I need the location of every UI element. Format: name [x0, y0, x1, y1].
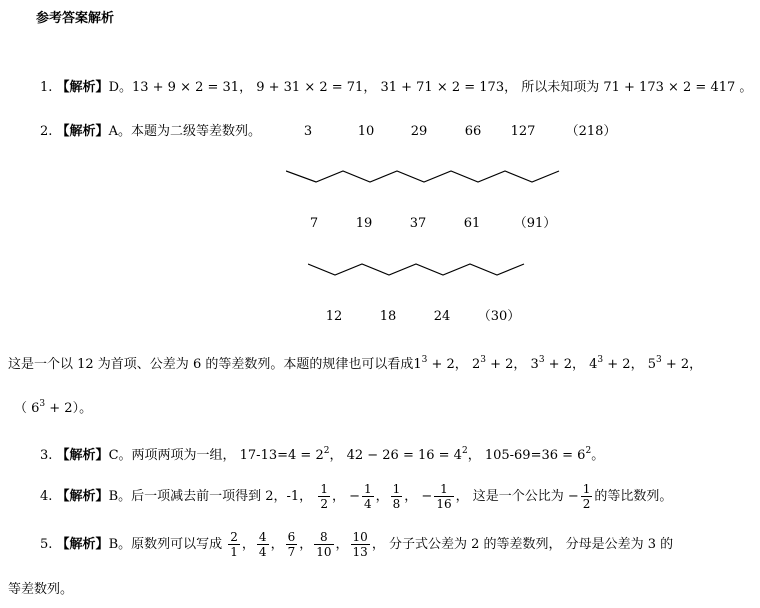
- seq3-term: 24: [433, 309, 451, 324]
- seq1-term: 29: [410, 124, 428, 139]
- item-3: 3. 【解析】C。两项两项为一组， $17-13=4 = 2^2$， $42 - 26 = 16 = 4^2$， $105-69=36 = 6^2$。: [40, 446, 605, 463]
- seq2-term: （91）: [513, 216, 557, 231]
- difference-zigzag-1: [286, 166, 566, 186]
- fraction: $\frac{6}{7}$: [287, 530, 296, 559]
- item-5-continuation: 等差数列。: [8, 582, 74, 597]
- seq2-term: 61: [463, 216, 481, 231]
- fraction: $\frac{1}{16}$: [436, 482, 452, 511]
- fraction: $\frac{2}{1}$: [230, 530, 238, 559]
- seq3-term: 12: [325, 309, 343, 324]
- difference-zigzag-2: [308, 259, 538, 279]
- item-2: [40, 124, 261, 140]
- fraction: $\frac{4}{4}$: [258, 530, 267, 559]
- analysis-tag: 【解析】: [56, 124, 109, 139]
- item-1: [40, 80, 752, 96]
- seq2-term: 19: [355, 216, 373, 231]
- item-number: 4.: [40, 489, 53, 504]
- fraction: $\frac{1}{8}$: [392, 482, 401, 511]
- seq2-term: 37: [409, 216, 427, 231]
- seq3-term: 18: [379, 309, 397, 324]
- fraction: $\frac{1}{2}$: [582, 482, 591, 511]
- item-number: 3.: [40, 448, 53, 463]
- fraction: $\frac{1}{2}$: [320, 482, 328, 511]
- analysis-tag: 【解析】: [56, 448, 109, 463]
- seq1-term: （218）: [565, 124, 617, 139]
- item-number: 5.: [40, 537, 53, 552]
- fraction: $\frac{1}{4}$: [364, 482, 372, 511]
- item-text: D。13 + 9 × 2 = 31， 9 + 31 × 2 = 71， 31 + 71 × 2 = 173， 所以未知项为 71 + 173 × 2 = 417 。: [108, 80, 753, 95]
- seq2-term: 7: [309, 216, 319, 231]
- analysis-tag: 【解析】: [56, 80, 109, 95]
- analysis-tag: 【解析】: [56, 489, 109, 504]
- seq3-term: （30）: [477, 309, 521, 324]
- explanation-line-1: 这是一个以 12 为首项、公差为 6 的等差数列。本题的规律也可以看成$1^3 + 2$， $2^3 + 2$， $3^3 + 2$， $4^3 + 2$， $5^3 + 2$，: [8, 355, 703, 372]
- page-title: 参考答案解析: [36, 11, 115, 26]
- seq1-term: 3: [303, 124, 313, 139]
- seq1-term: 127: [510, 124, 536, 139]
- seq1-term: 10: [357, 124, 375, 139]
- fraction: $\frac{8}{10}$: [316, 530, 332, 559]
- item-5: 5. 【解析】B。原数列可以写成 $\frac{2}{1}$ ， $\frac{4}{4}$ ， $\frac{6}{7}$ ， $\frac{8}{10}$ ， $\frac{10}{13}$ ， 分子式公差为 2 的等差数列， 分母是公差为 3 的: [40, 530, 674, 559]
- item-number: 2.: [40, 124, 53, 139]
- explanation-line-2: （ $6^3 + 2$）。: [14, 399, 93, 416]
- seq1-term: 66: [464, 124, 482, 139]
- item-4: 4. 【解析】B。后一项减去前一项得到 2，-1， $\frac{1}{2}$ ， − $\frac{1}{4}$ ， $\frac{1}{8}$ ， − $\frac{1}{16}$ ， 这是一个公比为 − $\frac{1}{2}$ 的等比数列。: [40, 482, 673, 511]
- fraction: $\frac{10}{13}$: [352, 530, 368, 559]
- analysis-tag: 【解析】: [56, 537, 109, 552]
- item-number: 1.: [40, 80, 53, 95]
- item-text: A。本题为二级等差数列。: [108, 124, 261, 139]
